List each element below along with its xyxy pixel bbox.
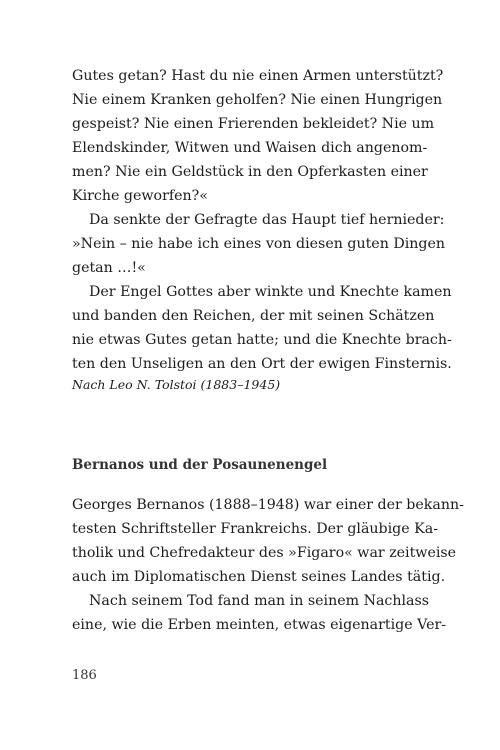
text-line: auch im Diplomatischen Dienst seines Landes tätig. [72,569,446,585]
text-line: Da senkte der Gefragte das Haupt tief hernieder: [89,212,445,228]
text-line: nie etwas Gutes getan hatte; und die Knechte brach- [72,332,452,348]
text-line: Elendskinder, Witwen und Waisen dich angenom- [72,140,428,156]
text-line: Georges Bernanos (1888–1948) war einer der bekann- [72,497,464,513]
page-number: 186 [72,668,97,683]
text-line: und banden den Reichen, der mit seinen Schätzen [72,308,435,324]
text-line: Gutes getan? Hast du nie einen Armen unterstützt? [72,68,444,84]
story-attribution: Nach Leo N. Tolstoi (1883–1945) [72,377,281,392]
section-heading: Bernanos und der Posaunenengel [72,457,328,473]
text-line: Nach seinem Tod fand man in seinem Nachlass [89,593,430,609]
text-line: eine, wie die Erben meinten, etwas eigenartige Ver- [72,617,447,633]
text-line: Kirche geworfen?« [72,188,208,204]
text-line: Nie einem Kranken geholfen? Nie einen Hungrigen [72,92,443,108]
text-line: gespeist? Nie einen Frierenden bekleidet? Nie um [72,116,435,132]
text-line: »Nein – nie habe ich eines von diesen guten Dingen [72,236,446,252]
text-line: Der Engel Gottes aber winkte und Knechte kamen [89,284,452,300]
text-line: testen Schriftsteller Frankreichs. Der gläubige Ka- [72,521,438,537]
text-line: ten den Unseligen an den Ort der ewigen Finsternis. [72,356,452,372]
text-line: getan …!« [72,260,146,276]
text-line: men? Nie ein Geldstück in den Opferkasten einer [72,164,428,180]
text-line: tholik und Chefredakteur des »Figaro« war zeitweise [72,545,457,561]
